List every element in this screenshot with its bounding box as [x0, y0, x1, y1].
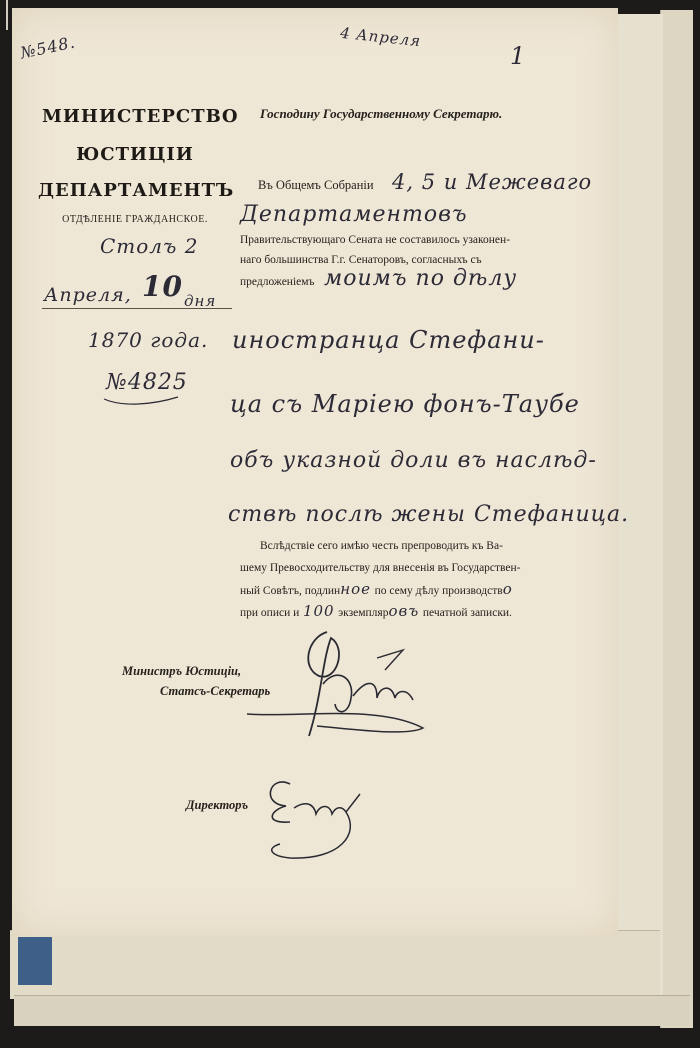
justice-heading: ЮСТИЦІИ — [76, 144, 194, 165]
body-line-3 — [240, 580, 513, 598]
addressee: Господину Государственному Секретарю. — [260, 106, 503, 121]
line3-printed: Правительствующаго Сената не составилось узаконен- — [240, 234, 511, 246]
body-line-3-hand: ное — [340, 580, 371, 598]
line5-handwritten: моимъ по дѣлу — [324, 266, 518, 291]
section-label: ОТДѢЛЕНІЕ ГРАЖДАНСКОЕ. — [62, 214, 208, 225]
handwritten-line-7: ца съ Маріею фонъ-Таубе — [230, 390, 580, 418]
date-suffix: дня — [184, 292, 217, 310]
date-day: 10 — [142, 270, 183, 303]
underlying-page-bottom — [14, 995, 690, 1026]
year-label: 1870 года. — [88, 328, 209, 352]
director-title: Директоръ — [186, 798, 249, 812]
page-number: 1 — [510, 42, 527, 70]
document-number: №4825 — [106, 370, 188, 395]
body-line-2: шему Превосходительству для внесенія въ Государствен- — [240, 562, 521, 574]
handwritten-line-6: иностранца Стефани- — [232, 326, 545, 354]
handwritten-line-9: ствѣ послѣ жены Стефаница. — [228, 502, 630, 527]
director-signature — [250, 764, 380, 864]
line1-printed: Въ Общемъ Собраніи — [258, 178, 374, 192]
body-line-3-hand2: о — [502, 580, 513, 598]
minister-title-2: Статсъ-Секретарь — [160, 684, 271, 698]
body-line-4-a: при описи и — [240, 607, 300, 619]
body-line-4-b: экземпляр — [338, 607, 389, 619]
blue-marker-tab — [18, 937, 52, 985]
date-month: Апреля, — [44, 284, 132, 306]
line4-printed: наго большинства Г.г. Сенаторовъ, согласныхъ съ — [240, 254, 482, 266]
body-line-3-a: ный Совѣтъ, подлин — [240, 585, 341, 597]
ministry-heading: МИНИСТЕРСТВО — [42, 106, 239, 127]
body-line-4-c: печатной записки. — [422, 607, 512, 619]
body-line-3-b: по сему дѣлу производств — [374, 585, 503, 597]
minister-signature — [227, 618, 437, 748]
body-line-4-hand: 100 — [302, 602, 335, 620]
number-flourish — [102, 393, 182, 407]
desk-label: Столъ 2 — [100, 234, 199, 258]
line2-handwritten: Департаментовъ — [240, 202, 468, 227]
line5-printed: предложеніемъ — [240, 276, 315, 288]
department-heading: ДЕПАРТАМЕНТЪ — [38, 180, 235, 201]
top-date-note: 4 Апреля — [339, 23, 423, 51]
handwritten-line-8: объ указной доли въ наслѣд- — [230, 448, 597, 473]
minister-title: Министръ Юстиціи, — [122, 664, 242, 678]
date-underline — [42, 308, 232, 309]
document-sheet — [12, 8, 630, 936]
body-line-4-hand2: овъ — [388, 602, 420, 620]
binding-string — [6, 0, 8, 30]
registration-number: №548. — [18, 32, 78, 63]
underlying-page-edge — [660, 10, 693, 1028]
line1-handwritten: 4, 5 и Межеваго — [392, 170, 593, 194]
underlying-page-bottom — [10, 930, 660, 999]
body-line-1: Вслѣдствіе сего имѣю честь препроводить къ Ва- — [260, 540, 503, 552]
